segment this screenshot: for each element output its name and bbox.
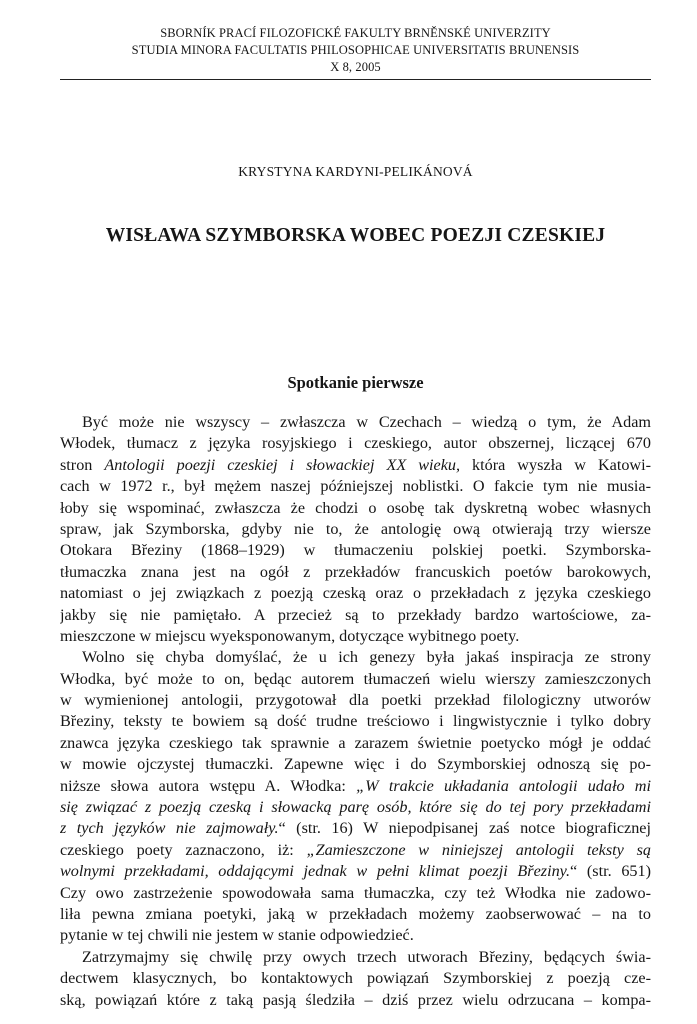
- text-line: [60, 562, 651, 583]
- text-segment: “ (str. 16) W niepodpisanej zaś notce biograficznej: [278, 819, 651, 838]
- text-segment: mieszczone w miejscu wyeksponowanym, dotyczące wybitnego poety.: [60, 626, 520, 645]
- italic-text-segment: wolnymi przekładami, oddającymi jednak w pełni klimat poezji Březiny.: [60, 862, 571, 881]
- text-line: [60, 968, 651, 989]
- running-head-line-2: STUDIA MINORA FACULTATIS PHILOSOPHICAE UNIVERSITATIS BRUNENSIS: [131, 43, 580, 57]
- text-line: [60, 947, 651, 968]
- body-text: [60, 412, 651, 1011]
- text-segment: tłumaczka znana jest na ogół z przekładów francuskich poetów barokowych,: [60, 562, 651, 581]
- text-line: [60, 883, 651, 904]
- section-heading: Spotkanie pierwsze: [287, 373, 424, 392]
- text-segment: Březiny, teksty te bowiem są dość trudne treściowo i lingwistycznie i tylko dobry: [60, 712, 651, 731]
- text-segment: czeskiego poety zaznaczono, iż:: [60, 840, 307, 859]
- text-line: [60, 455, 651, 476]
- article-title: WISŁAWA SZYMBORSKA WOBEC POEZJI CZESKIEJ: [105, 225, 606, 246]
- text-line: [60, 754, 651, 775]
- italic-text-segment: się związać z poezją czeską i słowacką parę osób, które się do tej pory przekładami: [60, 798, 651, 817]
- text-line: [60, 412, 651, 433]
- text-segment: liła pewna zmiana poetyki, jaką w przekładach możemy zaobserwować – na to: [60, 904, 651, 923]
- text-segment: dectwem klasycznych, bo kontaktowych powiązań Szymborskiej z poezją cze-: [60, 969, 651, 988]
- text-line: [60, 690, 651, 711]
- text-line: [60, 583, 651, 604]
- running-head: [60, 25, 651, 76]
- text-line: [60, 605, 651, 626]
- text-line: [60, 733, 651, 754]
- italic-text-segment: Antologii poezji czeskiej i słowackiej XX wieku,: [104, 455, 461, 474]
- italic-text-segment: „Zamieszczone w niniejszej antologii teksty są: [306, 840, 651, 859]
- text-segment: stron: [60, 455, 105, 474]
- text-segment: natomiast o jej związkach z poezją czeską oraz o przekładach z języka czeskiego: [60, 584, 651, 603]
- text-segment: “ (str. 651): [570, 862, 651, 881]
- text-segment: pytanie w tej chwili nie jestem w stanie odpowiedzieć.: [60, 926, 414, 945]
- text-segment: Wolno się chyba domyślać, że u ich genezy była jakaś inspiracja ze strony: [82, 648, 651, 667]
- text-segment: Zatrzymajmy się chwilę przy owych trzech utworach Březiny, będących świa-: [82, 947, 651, 966]
- text-segment: Być może nie wszyscy – zwłaszcza w Czechach – wiedzą o tym, że Adam: [82, 413, 651, 431]
- text-line: [60, 904, 651, 925]
- text-segment: Włodka, być może to on, będąc autorem tłumaczeń wielu wierszy zamieszczonych: [60, 669, 651, 688]
- text-line: [60, 797, 651, 818]
- text-segment: w wymienionej antologii, przygotował dla poetki przekład filologiczny utworów: [60, 691, 651, 710]
- italic-text-segment: „W trakcie układania antologii udało mi: [356, 776, 651, 795]
- text-line: [60, 519, 651, 540]
- text-segment: jakby się nie pamiętało. A przecież są to przekłady bardzo wartościowe, za-: [60, 605, 651, 624]
- text-segment: Otokara Březiny (1868–1929) w tłumaczeniu polskiej poetki. Szymborska-: [60, 541, 651, 560]
- text-segment: niższe słowa autora wstępu A. Włodka:: [60, 776, 357, 795]
- text-line: [60, 840, 651, 861]
- text-line: [60, 818, 651, 839]
- text-segment: która wyszła w Katowi-: [460, 455, 651, 474]
- text-segment: Włodek, tłumacz z języka rosyjskiego i czeskiego, autor obszernej, liczącej 670: [60, 434, 651, 453]
- text-line: [60, 626, 651, 647]
- text-line: [60, 776, 651, 797]
- italic-text-segment: z tych języków nie zajmowały.: [60, 819, 279, 838]
- text-line: [60, 476, 651, 497]
- text-line: [60, 433, 651, 454]
- text-line: [60, 669, 651, 690]
- text-segment: ską, powiązań które z taką pasją śledziła – dziś przez wielu odrzucana – kompa-: [60, 990, 651, 1009]
- text-segment: spraw, jak Szymborska, gdyby nie to, że antologię ową otwierają trzy wiersze: [60, 519, 651, 538]
- text-line: [60, 861, 651, 882]
- text-segment: łoby się wspominać, zwłaszcza że chodzi o osobę tak dyskretną wobec własnych: [60, 498, 651, 517]
- text-segment: w mowie ojczystej tłumaczki. Zapewne więc i do Szymborskiej odnoszą się po-: [60, 755, 651, 774]
- text-line: [60, 540, 651, 561]
- text-segment: cach w 1972 r., był mężem naszej późniejszej noblistki. O fakcie tym nie musia-: [60, 477, 651, 496]
- author-name: KRYSTYNA KARDYNI-PELIKÁNOVÁ: [238, 164, 473, 179]
- text-segment: znawca języka czeskiego tak sprawnie a zarazem świetnie poetycko mógł je oddać: [60, 733, 651, 752]
- running-head-line-1: SBORNÍK PRACÍ FILOZOFICKÉ FAKULTY BRNĚNSKÉ UNIVERZITY: [160, 26, 551, 40]
- text-line: [60, 498, 651, 519]
- running-head-line-3: X 8, 2005: [330, 60, 381, 74]
- header-rule: [60, 79, 651, 80]
- text-line: [60, 711, 651, 732]
- text-line: [60, 647, 651, 668]
- text-segment: Czy owo zastrzeżenie spowodowała sama tłumaczka, czy też Włodka nie zadowo-: [60, 883, 651, 902]
- text-line: [60, 925, 651, 946]
- text-line: [60, 990, 651, 1011]
